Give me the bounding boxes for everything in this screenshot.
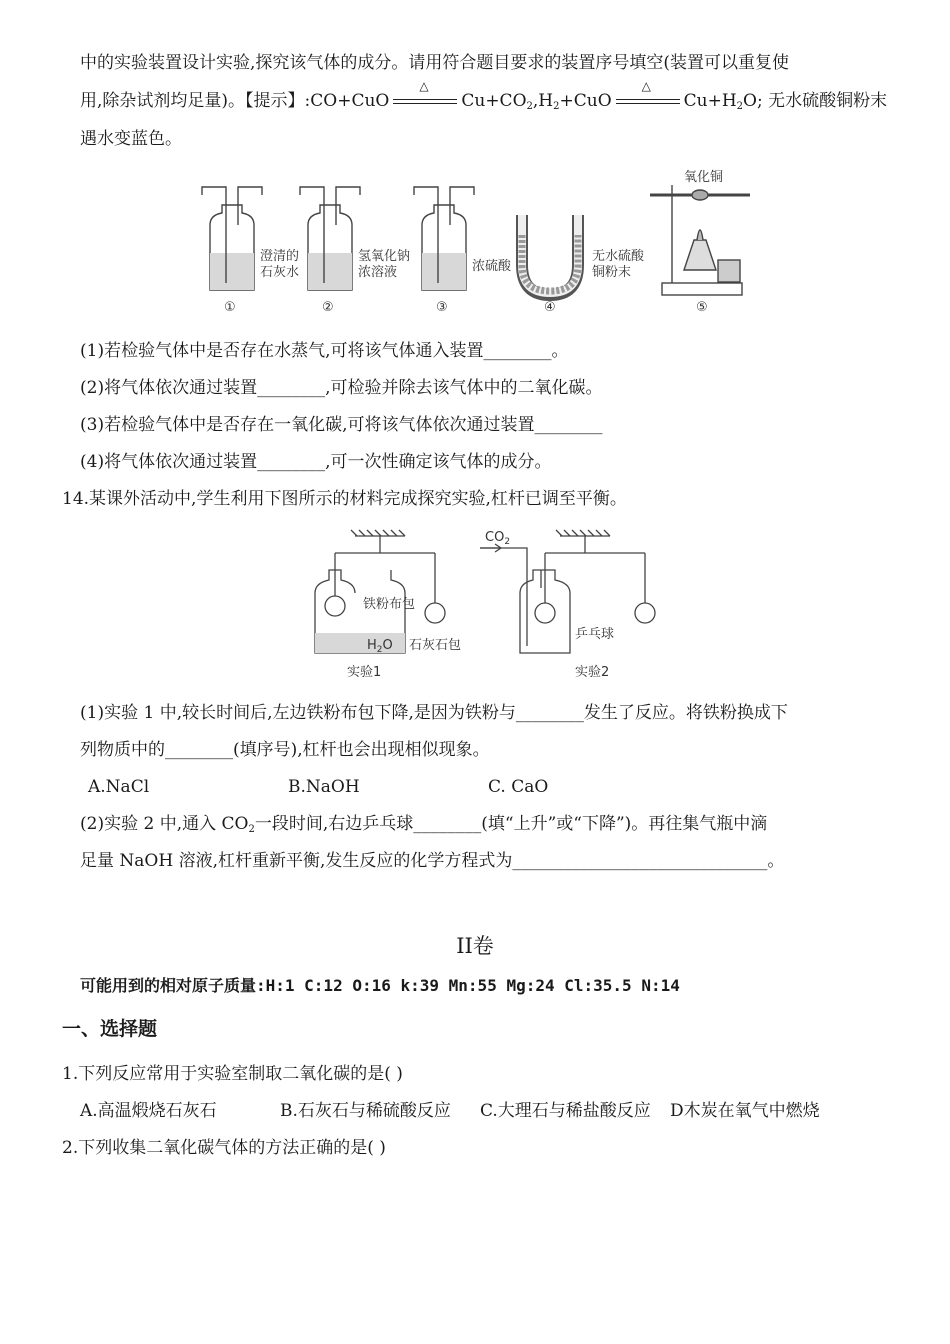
num-1: ① [224, 300, 236, 315]
wash-bottle-1 [202, 187, 262, 290]
label-limewater-b: 石灰水 [260, 265, 300, 280]
s2-question-1-options [80, 1100, 820, 1122]
q14-part1-line1: (1)实验 1 中,较长时间后,左边铁粉布包下降,是因为铁粉与________发生了反应。将铁粉换成下 [80, 703, 788, 723]
num-3: ③ [436, 300, 448, 315]
atomic-masses: 可能用到的相对原子质量:H:1 C:12 O:16 k:39 Mn:55 Mg:24 Cl:35.5 N:14 [80, 976, 680, 995]
wash-bottle-3 [414, 187, 474, 290]
delta-symbol: △ [641, 79, 651, 93]
label-co2: $CO_2$ [485, 530, 511, 547]
hint-text-b: Cu+CO [461, 91, 527, 111]
experiment-1-setup [315, 530, 445, 653]
experiment-2-setup [480, 530, 655, 653]
q13-part3: (3)若检验气体中是否存在一氧化碳,可将该气体依次通过装置________ [80, 415, 603, 435]
label-cuso4: 无水硫酸 [592, 249, 645, 264]
caption-experiment-1: 实验1 [347, 665, 382, 680]
hint-text-e: Cu+H [683, 91, 737, 111]
hint-text-d: +CuO [559, 91, 612, 111]
q13-intro-line1: 中的实验装置设计实验,探究该气体的成分。请用符合题目要求的装置序号填空(装置可以重复使 [80, 53, 790, 73]
q14-stem: 14.某课外活动中,学生利用下图所示的材料完成探究实验,杠杆已调至平衡。 [62, 489, 627, 509]
label-sulfuric-acid: 浓硫酸 [472, 259, 512, 274]
q13-part1: (1)若检验气体中是否存在水蒸气,可将该气体通入装置________。 [80, 341, 569, 361]
q14-part2-text-b: 一段时间,右边乒乓球________(填“上升”或“下降”)。再往集气瓶中滴 [254, 814, 768, 834]
s2-option-d: D木炭在氧气中燃烧 [670, 1101, 820, 1121]
label-cuso4-b: 铜粉末 [592, 265, 632, 280]
subscript: 2 [526, 101, 533, 112]
s2-option-b: B.石灰石与稀硫酸反应 [280, 1101, 451, 1121]
combustion-apparatus [650, 185, 750, 295]
num-4: ④ [544, 300, 556, 315]
s2-option-c: C.大理石与稀盐酸反应 [480, 1101, 651, 1121]
q14-part2-text-a: (2)实验 2 中,通入 CO [80, 814, 249, 834]
q14-options [88, 776, 548, 798]
subscript: 2 [736, 101, 744, 112]
q14-part2-line1 [80, 813, 767, 841]
label-naoh: 氢氧化钠 [358, 249, 411, 264]
section-title: II卷 [456, 934, 494, 958]
hint-text-c: ,H [532, 91, 554, 111]
section-heading: 一、选择题 [62, 1018, 158, 1040]
wash-bottle-2 [300, 187, 360, 290]
label-pingpong-ball: 乒乓球 [575, 627, 615, 642]
hint-text-f: O; 无水硫酸铜粉末 [743, 91, 888, 111]
q14-part1-line2: 列物质中的________(填序号),杠杆也会出现相似现象。 [80, 740, 490, 760]
label-limewater: 澄清的 [260, 249, 300, 264]
option-a: A.NaCl [88, 777, 150, 797]
num-5: ⑤ [696, 300, 708, 315]
q13-intro-line3: 遇水变蓝色。 [80, 129, 182, 149]
label-water: $H_2O$ [367, 638, 393, 655]
q14-part2-line2: 足量 NaOH 溶液,杠杆重新平衡,发生反应的化学方程式为______________________________。 [80, 851, 785, 871]
option-b: B.NaOH [288, 777, 360, 797]
label-iron-bag: 铁粉布包 [363, 597, 416, 612]
s2-question-1: 1.下列反应常用于实验室制取二氧化碳的是( ) [62, 1064, 403, 1084]
s2-option-a: A.高温煅烧石灰石 [80, 1101, 217, 1121]
hint-text-a: 用,除杂试剂均足量)。【提示】:CO+CuO [80, 91, 390, 111]
num-2: ② [322, 300, 334, 315]
s2-question-2: 2.下列收集二氧化碳气体的方法正确的是( ) [62, 1138, 386, 1158]
label-cuo: 氧化铜 [684, 170, 724, 185]
gas-arrow-icon [480, 544, 501, 552]
u-tube [522, 215, 578, 295]
q13-intro-line2 [80, 79, 888, 118]
subscript: 2 [553, 101, 560, 112]
q13-part4: (4)将气体依次通过装置________,可一次性确定该气体的成分。 [80, 452, 552, 472]
label-limestone-bag: 石灰石包 [409, 638, 462, 653]
q13-part2: (2)将气体依次通过装置________,可检验并除去该气体中的二氧化碳。 [80, 378, 603, 398]
heat-equals-sign [393, 79, 457, 112]
subscript: 2 [248, 824, 255, 835]
heat-equals-sign [616, 79, 680, 112]
option-c: C. CaO [488, 777, 549, 797]
label-naoh-b: 浓溶液 [358, 265, 398, 280]
delta-symbol: △ [419, 79, 429, 93]
caption-experiment-2: 实验2 [575, 665, 610, 680]
q13-apparatus-figure [200, 165, 760, 315]
q14-lever-figure [305, 528, 680, 683]
